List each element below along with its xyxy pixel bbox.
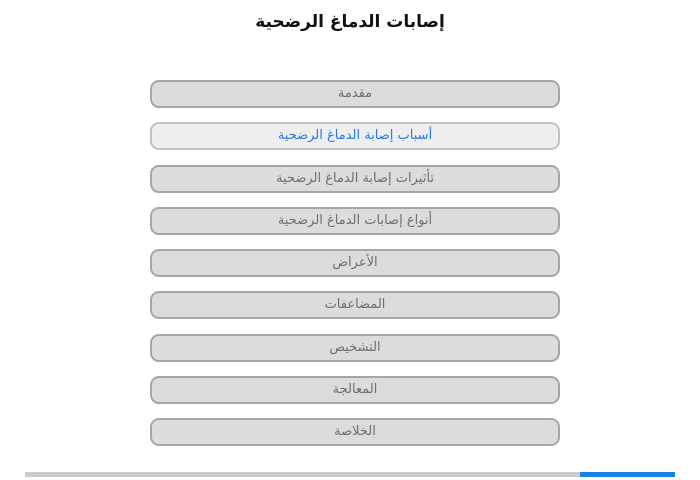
lesson-menu <box>150 80 560 460</box>
menu-item-effects[interactable]: تأثيرات إصابة الدماغ الرضحية <box>150 165 560 193</box>
menu-item-complications[interactable]: المضاعفات <box>150 291 560 319</box>
menu-item-summary[interactable]: الخلاصة <box>150 418 560 446</box>
progress-bar-fill <box>580 472 675 477</box>
menu-item-introduction[interactable]: مقدمة <box>150 80 560 108</box>
menu-item-types[interactable]: أنواع إصابات الدماغ الرضحية <box>150 207 560 235</box>
menu-item-treatment[interactable]: المعالجة <box>150 376 560 404</box>
menu-item-causes[interactable]: أسباب إصابة الدماغ الرضحية <box>150 122 560 150</box>
menu-item-symptoms[interactable]: الأعراض <box>150 249 560 277</box>
page-title: إصابات الدماغ الرضحية <box>255 12 445 32</box>
menu-item-diagnosis[interactable]: التشخيص <box>150 334 560 362</box>
progress-bar <box>25 472 675 477</box>
